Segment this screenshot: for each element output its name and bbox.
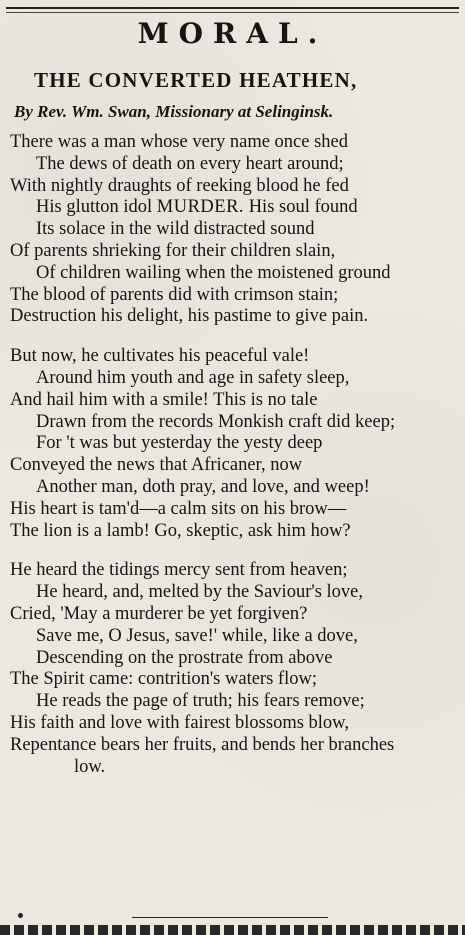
stanza-1-line-8: The blood of parents did with crimson stain;: [10, 284, 339, 305]
stanza-3-line-9: Repentance bears her fruits, and bends her branches: [10, 734, 395, 755]
stanza-2-line-6: Conveyed the news that Africaner, now: [10, 455, 303, 476]
stanza-1-line-2: The dews of death on every heart around;: [36, 153, 344, 174]
stanza-1-line-1: There was a man whose very name once shed: [10, 132, 349, 152]
stanza-3-line-1: He heard the tidings mercy sent from heaven;: [10, 560, 348, 581]
stanza-3-line-3: Cried, 'May a murderer be yet forgiven?: [10, 603, 308, 624]
stanza-2-line-3: And hail him with a smile! This is no tale: [10, 389, 318, 410]
stanza-separator-1: [10, 328, 458, 346]
top-rule-thick: [6, 7, 459, 9]
poem-body: [10, 132, 458, 778]
stanza-1-line-9: Destruction his delight, his pastime to give pain.: [10, 306, 369, 327]
stanza-2-line-9: The lion is a lamb! Go, skeptic, ask him how?: [10, 520, 351, 541]
bottom-cutoff-strip: [0, 925, 465, 935]
murder-small-caps: MURDER.: [156, 197, 245, 218]
stanza-3-line-6: The Spirit came: contrition's waters flow;: [10, 669, 317, 690]
bottom-dot-mark: [18, 913, 23, 918]
stanza-3-line-10: low.: [74, 756, 106, 777]
stanza-separator-2: [10, 542, 458, 560]
stanza-3-line-4: Save me, O Jesus, save!' while, like a dove,: [36, 625, 358, 646]
stanza-1-line-7: Of children wailing when the moistened ground: [36, 262, 391, 283]
stanza-2-line-4: Drawn from the records Monkish craft did keep;: [36, 411, 396, 432]
stanza-1-line-6: Of parents shrieking for their children slain,: [10, 240, 336, 261]
stanza-2-line-1: But now, he cultivates his peaceful vale!: [10, 346, 310, 367]
stanza-3-line-5: Descending on the prostrate from above: [36, 647, 333, 668]
bottom-rule: [132, 917, 328, 918]
stanza-1-line-5: Its solace in the wild distracted sound: [36, 219, 315, 240]
stanza-3-line-8: His faith and love with fairest blossoms blow,: [10, 712, 349, 733]
stanza-2-line-8: His heart is tam'd—a calm sits on his brow—: [10, 498, 347, 519]
poem-title: THE CONVERTED HEATHEN,: [34, 68, 358, 92]
section-heading: MORAL.: [137, 17, 328, 50]
poem-byline: By Rev. Wm. Swan, Missionary at Selinginsk.: [14, 102, 334, 121]
stanza-2-line-5: For 't was but yesterday the yesty deep: [36, 433, 323, 454]
stanza-1-line-4: His glutton idol MURDER. His soul found: [36, 197, 358, 218]
top-rule-thin: [6, 12, 459, 13]
stanza-1-line-3: With nightly draughts of reeking blood he fed: [10, 175, 349, 196]
stanza-2-line-7: Another man, doth pray, and love, and weep!: [36, 476, 370, 497]
stanza-3-line-2: He heard, and, melted by the Saviour's love,: [36, 582, 363, 603]
stanza-2-line-2: Around him youth and age in safety sleep,: [36, 367, 350, 388]
stanza-3-line-7: He reads the page of truth; his fears remove;: [36, 691, 365, 712]
